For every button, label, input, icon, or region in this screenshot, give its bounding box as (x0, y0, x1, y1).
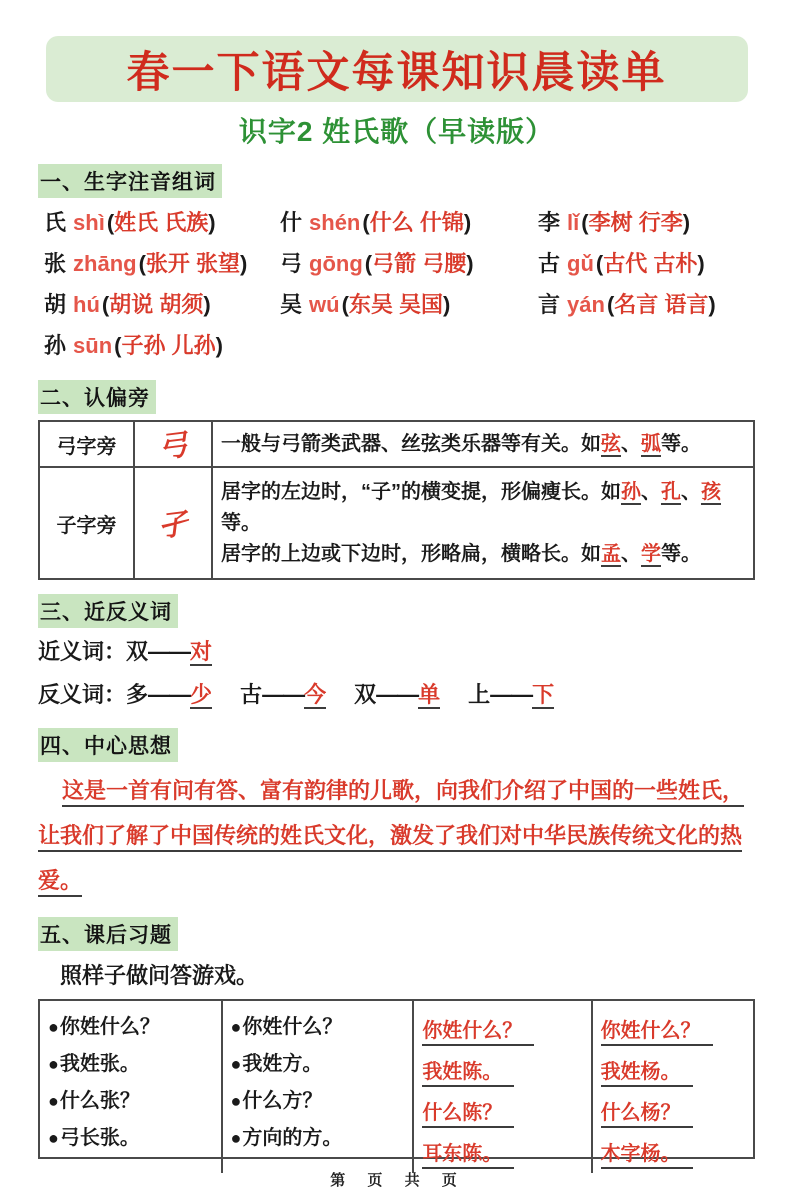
pair-word-a: 多 (126, 682, 149, 707)
vocab-pinyin: shì (73, 210, 105, 235)
pair-word-b: 下 (532, 682, 555, 707)
section-heading-radicals: 二、认偏旁 (38, 380, 156, 414)
exercise-answer-text: 耳东陈。 (422, 1141, 514, 1169)
word-pair (240, 682, 326, 707)
exercise-line (231, 1046, 407, 1083)
word-pair-line (38, 633, 755, 671)
highlighted-char: 弦 (601, 432, 621, 455)
radical-description (212, 467, 754, 579)
exercise-line-text: 什么张？ (59, 1090, 140, 1112)
text-segment: 、 (621, 542, 641, 565)
theme-line-text: 爱。 (38, 868, 82, 897)
paren-open: ( (581, 210, 589, 235)
vocab-entry (538, 284, 755, 325)
page-footer: 第 页 共 页 (330, 1172, 463, 1189)
pair-dash: —— (262, 682, 305, 707)
vocab-words: 名言 语言 (614, 292, 709, 317)
section-heading-synonyms: 三、近反义词 (38, 594, 178, 628)
exercise-example-cell (223, 1001, 415, 1173)
vocab-entry (44, 202, 280, 243)
vocab-char: 吴 (280, 292, 303, 317)
pair-line-label: 近义词： (38, 639, 127, 664)
pair-line-label: 反义词： (38, 682, 127, 707)
bullet-icon: ● (48, 1017, 59, 1037)
pair-word-a: 双 (126, 639, 149, 664)
vocab-pinyin: yán (567, 292, 605, 317)
vocab-pinyin: shén (309, 210, 361, 235)
exercise-answer-text: 什么杨？ (601, 1100, 693, 1128)
vocab-words: 子孙 儿孙 (121, 333, 216, 358)
exercise-answer-text: 我姓杨。 (601, 1059, 693, 1087)
pair-word-a: 古 (240, 682, 263, 707)
theme-line (38, 768, 755, 813)
vocab-words: 姓氏 氏族 (114, 210, 209, 235)
paren-open: ( (595, 251, 604, 276)
exercise-line (48, 1046, 215, 1083)
vocab-char: 胡 (44, 292, 67, 317)
paren-open: ( (138, 251, 146, 276)
vocab-words: 弓箭 弓腰 (372, 251, 467, 276)
word-pair (468, 682, 554, 707)
paren-close: ) (240, 251, 248, 276)
paren-open: ( (364, 251, 373, 276)
paren-open: ( (101, 292, 110, 317)
text-segment: 、 (621, 432, 641, 455)
vocab-entry (538, 243, 755, 284)
exercise-line-text: 我姓张。 (59, 1053, 140, 1075)
exercise-line (601, 1050, 747, 1091)
text-segment: 居字的左边时，“子”的横变提，形偏瘦长。如 (221, 480, 621, 503)
paren-open: ( (114, 333, 122, 358)
exercise-line-text: 你姓什么？ (242, 1016, 343, 1038)
vocab-list (44, 202, 755, 366)
exercise-line-text: 方向的方。 (242, 1127, 343, 1149)
vocab-char: 古 (538, 251, 561, 276)
section-heading-theme: 四、中心思想 (38, 728, 178, 762)
exercise-line (601, 1132, 747, 1173)
exercise-line (422, 1132, 584, 1173)
pair-dash: —— (148, 682, 191, 707)
exercise-line (231, 1083, 407, 1120)
vocab-words: 胡说 胡须 (109, 292, 204, 317)
radical-glyph-cell (134, 467, 212, 579)
radical-desc-paragraph (221, 429, 745, 460)
pair-word-b: 少 (190, 682, 213, 707)
vocab-pinyin: wú (309, 292, 340, 317)
exercise-answer-text: 木字杨。 (601, 1141, 693, 1169)
pair-word-a: 上 (468, 682, 491, 707)
bullet-icon: ● (230, 1091, 242, 1111)
exercise-example-cell (40, 1001, 223, 1173)
radical-row (39, 421, 754, 467)
vocab-char: 氏 (44, 210, 67, 235)
exercise-answer-text: 你姓什么？ (601, 1018, 713, 1046)
vocab-char: 什 (280, 210, 303, 235)
exercise-answer-cell (593, 1001, 753, 1173)
vocab-pinyin: gōng (309, 251, 363, 276)
paren-close: ) (203, 292, 211, 317)
vocab-char: 张 (44, 251, 67, 276)
radical-desc-paragraph (221, 477, 745, 539)
title-banner (46, 36, 748, 102)
paren-close: ) (443, 292, 451, 317)
exercise-line (231, 1120, 407, 1157)
exercise-answer-text: 我姓陈。 (422, 1059, 514, 1087)
paren-open: ( (362, 210, 370, 235)
vocab-pinyin: zhāng (73, 251, 137, 276)
theme-line-text: 这是一首有问有答、富有韵律的儿歌，向我们介绍了中国的一些姓氏， (62, 778, 744, 807)
vocab-entry (280, 284, 538, 325)
text-segment: 等。 (661, 542, 701, 565)
radical-description (212, 421, 754, 467)
paren-open: ( (606, 292, 615, 317)
pair-dash: —— (376, 682, 419, 707)
paren-close: ) (697, 251, 705, 276)
text-segment: 居字的上边或下边时，形略扁，横略长。如 (221, 542, 601, 565)
theme-line (38, 858, 755, 903)
vocab-char: 言 (538, 292, 561, 317)
highlighted-char: 学 (641, 542, 661, 565)
radical-glyph-cell (134, 421, 212, 467)
pair-word-a: 双 (354, 682, 377, 707)
worksheet-page (0, 36, 793, 1189)
exercise-answer-cell (414, 1001, 592, 1173)
exercise-line-text: 弓长张。 (59, 1127, 140, 1149)
section-heading-exercise: 五、课后习题 (38, 917, 178, 951)
page-title: 春一下语文每课知识晨读单 (126, 48, 667, 97)
theme-paragraph (38, 768, 755, 903)
radical-glyph: 孑 (156, 507, 190, 544)
pair-dash: —— (148, 639, 191, 664)
vocab-pinyin: lǐ (567, 210, 580, 235)
exercise-line (601, 1091, 747, 1132)
highlighted-char: 孟 (601, 542, 621, 565)
bullet-icon: ● (230, 1017, 242, 1037)
paren-open: ( (106, 210, 115, 235)
pair-word-b: 今 (304, 682, 327, 707)
vocab-entry (280, 202, 538, 243)
radical-name: 弓字旁 (39, 421, 134, 467)
vocab-entry (44, 284, 280, 325)
theme-line-text: 让我们了解了中国传统的姓氏文化，激发了我们对中华民族传统文化的热 (38, 823, 742, 852)
paren-close: ) (208, 210, 216, 235)
section-heading-vocab: 一、生字注音组词 (38, 164, 222, 198)
vocab-words: 张开 张望 (145, 251, 241, 276)
exercise-line-text: 你姓什么？ (59, 1016, 160, 1038)
vocab-entry (44, 325, 280, 366)
pair-word-b: 对 (190, 639, 213, 664)
pair-word-b: 单 (418, 682, 441, 707)
word-pair (126, 682, 212, 707)
exercise-line (422, 1009, 584, 1050)
highlighted-char: 弧 (641, 432, 661, 455)
vocab-words: 东吴 吴国 (348, 292, 444, 317)
highlighted-char: 孙 (621, 480, 641, 503)
exercise-line-text: 我姓方。 (242, 1053, 323, 1075)
worksheet-content (0, 150, 793, 1165)
vocab-char: 李 (538, 210, 561, 235)
exercise-line (48, 1009, 215, 1046)
text-segment: 、 (681, 480, 701, 503)
theme-line (38, 813, 755, 858)
exercise-table (38, 999, 755, 1165)
vocab-entry (280, 243, 538, 284)
word-pair (126, 639, 212, 664)
exercise-line (48, 1120, 215, 1157)
exercise-intro: 照样子做问答游戏。 (60, 963, 259, 988)
synonym-antonym-block (38, 633, 755, 714)
vocab-pinyin: sūn (73, 333, 113, 358)
paren-close: ) (215, 333, 223, 358)
bullet-icon: ● (48, 1091, 59, 1111)
exercise-line (422, 1050, 584, 1091)
highlighted-char: 孩 (701, 480, 721, 503)
text-segment: 、 (641, 480, 661, 503)
vocab-words: 李树 行李 (588, 210, 683, 235)
lesson-subtitle: 识字2 姓氏歌（早读版） (238, 116, 555, 147)
bullet-icon: ● (230, 1128, 242, 1148)
vocab-pinyin: hú (73, 292, 100, 317)
vocab-entry (538, 202, 755, 243)
radical-row (39, 467, 754, 579)
text-segment: 等。 (221, 511, 261, 534)
bullet-icon: ● (48, 1054, 59, 1074)
radical-table (38, 420, 755, 580)
radical-desc-paragraph (221, 539, 745, 570)
word-pair (354, 682, 440, 707)
text-segment: 一般与弓箭类武器、丝弦类乐器等有关。如 (221, 432, 601, 455)
vocab-words: 什么 什锦 (369, 210, 464, 235)
text-segment: 等。 (661, 432, 701, 455)
exercise-line (231, 1009, 407, 1046)
paren-close: ) (463, 210, 472, 235)
vocab-pinyin: gǔ (567, 251, 594, 276)
exercise-line (422, 1091, 584, 1132)
vocab-char: 弓 (280, 251, 303, 276)
radical-glyph: 弓 (156, 428, 190, 465)
vocab-words: 古代 古朴 (603, 251, 698, 276)
exercise-answer-text: 什么陈？ (422, 1100, 514, 1128)
exercise-line (601, 1009, 747, 1050)
highlighted-char: 孔 (661, 480, 681, 503)
vocab-char: 孙 (44, 333, 67, 358)
paren-close: ) (682, 210, 691, 235)
exercise-line (48, 1083, 215, 1120)
exercise-line-text: 什么方？ (242, 1090, 323, 1112)
exercise-answer-text: 你姓什么？ (422, 1018, 534, 1046)
word-pair-line (38, 676, 755, 714)
paren-close: ) (466, 251, 474, 276)
bullet-icon: ● (230, 1054, 242, 1074)
paren-open: ( (341, 292, 349, 317)
pair-dash: —— (490, 682, 533, 707)
bullet-icon: ● (48, 1128, 59, 1148)
radical-name: 子字旁 (39, 467, 134, 579)
paren-close: ) (708, 292, 716, 317)
vocab-entry (44, 243, 280, 284)
